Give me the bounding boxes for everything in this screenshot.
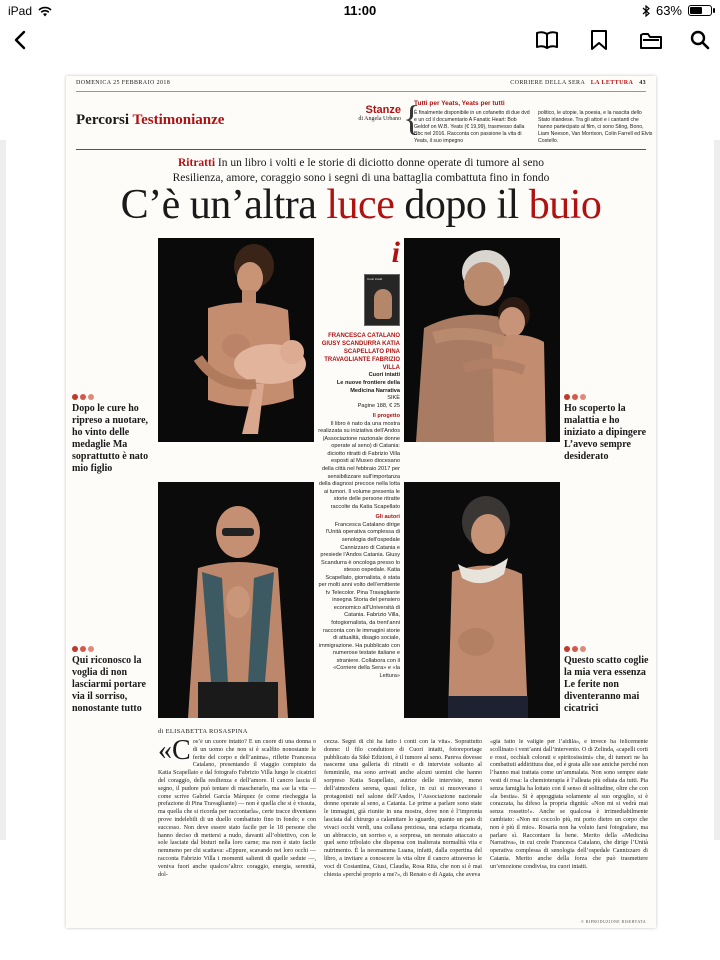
status-time: 11:00 — [343, 3, 377, 18]
book-cover-figure — [374, 289, 392, 319]
folder-icon — [639, 30, 663, 50]
stanze-box-columns — [414, 110, 654, 145]
headline-part3: dopo il — [404, 182, 519, 228]
book-cover — [364, 274, 400, 326]
back-button[interactable] — [6, 26, 34, 54]
caption-dots — [564, 646, 650, 652]
ipad-label: iPad — [8, 4, 33, 18]
runhead-paper: CORRIERE DELLA SERA — [510, 80, 585, 86]
stanze-box-col1: È finalmente disponibile in un cofanetto di due dvd e un cd il documentario A Fanatic Heart: Bob Geldof on W.B. Yeats (€ 19,99), trasmesso dalla Bbc nel 2016. Racconta con passione la vita di Yeats, il suo impegno — [414, 109, 530, 144]
bookmark-icon — [590, 29, 608, 51]
caption-bottom-right — [564, 646, 650, 715]
caption-text: Questo scatto coglie la mia vera essenza Le ferite non diventeranno mai cicatrici — [564, 655, 649, 714]
battery-icon — [688, 5, 712, 16]
article-byline: di ELISABETTA ROSASPINA — [158, 728, 248, 735]
search-button[interactable] — [686, 26, 714, 54]
previous-page-edge[interactable] — [0, 140, 6, 840]
kicker-label: Ritratti — [178, 157, 216, 169]
stanze-box-title: Tutti per Yeats, Yeats per tutti — [414, 100, 505, 107]
running-header — [76, 80, 646, 92]
autori-text: Francesca Catalano dirige l’Unità operativa complessa di senologia dell’ospedale Cannizzaro di Catania e presiede l’Andos Catania. Giusy Scandurra è oncologa presso lo stesso ospedale. Katia Scapellato, giornalista, è stata per molti anni volto dell’emittente tv Telecolor. Pina Travagliante insegna Storia del pensiero economico all’Università di Catania. Fabrizio Villa, fotogiornalista, da trent’anni racconta con le immagini storie di attualità, disagio sociale, immigrazione. Ha pubblicato con numerose testate italiane e straniere. Collabora con il «Corriere della Sera» e «la Lettura» — [318, 521, 400, 679]
kicker-line1 — [66, 156, 656, 171]
search-icon — [690, 30, 710, 50]
copyright-footer: © RIPRODUZIONE RISERVATA — [580, 919, 646, 924]
bluetooth-icon — [642, 5, 650, 17]
book-pages-price: Pagine 188, € 25 — [357, 402, 400, 409]
caption-text: Qui riconosco la voglia di non lasciarmi portare via il sorriso, nonostante tutto — [72, 655, 146, 714]
runhead-page-number: 43 — [639, 80, 646, 86]
headline-part2: luce — [326, 182, 395, 228]
body-column-2 — [324, 739, 482, 921]
status-bar — [0, 0, 720, 22]
chevron-left-icon — [13, 30, 27, 50]
progetto-text: Il libro è nato da una mostra realizzata su iniziativa dell’Andos (Associazione nazionale donne operate al seno) di Catania: diciotto ritratti di Fabrizio Villa esposti al Museo diocesano della città nel febbraio 2017 per sensibilizzare sull’importanza della diagnosi precoce nella lotta ai tumori. Il volume presenta le storie delle persone ritratte raccolte da Katia Scapellato — [318, 420, 400, 510]
body-column-3 — [490, 739, 648, 921]
info-marker: i — [391, 236, 400, 269]
book-open-icon — [535, 30, 559, 50]
section-title-part1: Percorsi — [76, 112, 130, 128]
headline-part1: C’è un’altra — [120, 182, 317, 228]
reader-toolbar — [0, 22, 720, 58]
book-subtitle: Le nuove frontiere della Medicina Narrativa — [336, 380, 400, 394]
caption-dots — [564, 394, 650, 400]
stanze-label — [321, 104, 401, 122]
newspaper-page[interactable] — [66, 76, 656, 928]
bookmark-button[interactable] — [585, 26, 613, 54]
next-page-edge[interactable] — [714, 140, 720, 840]
archive-button[interactable] — [637, 26, 665, 54]
section-title-part2: Testimonianze — [132, 112, 225, 128]
status-right — [642, 3, 712, 18]
book-title: Cuori intatti — [368, 372, 400, 379]
book-authors: FRANCESCA CATALANO GIUSY SCANDURRA KATIA SCAPELLATO PINA TRAVAGLIANTE FABRIZIO VILLA — [321, 333, 400, 372]
stanze-byline: di Angela Urbano — [358, 116, 401, 122]
progetto-heading: Il progetto — [372, 413, 400, 420]
body-col1-text: os’è un cuore intatto? È un cuore di una donna o di un uomo che non si è scalfito nonostante le ferite del corpo e dell’anima», riflette Francesca Catalano, presentando il viaggio compiuto da Katia Scapellato e dal fotografo Fabrizio Villa lungo le cicatrici del coraggio, della resilienza e dell’amore. Il cancro lascia il segno, il pudore può tentare di mascherarlo, ma «se la vita — come scrive Gabriel García Márquez (e come riecheggia la prefazione di Pina Travagliante) — non è quella che si è vissuta, ma quella che si ricorda per raccontarla», certe tracce diventano prove indelebili di un duello combattuto fino in fondo; e con successo. Non deve essere stato facile per le 18 persone che hanno deciso di mettersi a nudo, davanti all’obiettivo, con le sole lasciate dal bisturi nella loro carne; ma non è stato facile nemmeno per chi scattava: «Eppure, scavando nei loro occhi — racconta Fabrizio Villa i momenti salienti di quelle sedute —, veniva fuori anche qualcos’altro: coraggio, energia, serenità, dol- — [158, 739, 316, 878]
runhead-right — [506, 80, 646, 91]
caption-text: Ho scoperto la malattia e ho iniziato a dipingere L’avevo sempre desiderato — [564, 403, 647, 462]
section-title — [76, 112, 224, 129]
runhead-brand: LA LETTURA — [590, 80, 634, 86]
caption-top-left — [72, 394, 154, 475]
body-col3-text: «già fatto le valigie per l’aldilà», e invece ha felicemente scollinato i vent’anni dall’intervento. O di Zelinda, «capelli corti e rossi, occhiali colorati e spiritosissimi» che, di tumori ne ha combattuti addirittura due, ed è grata alle sue amiche perché non l’hanno mai trattata come un’ammalata. Non sono sempre state vesti di rosa: la chemioterapia è l’alleata più odiata da tutti. Pia senza famiglia ha lottato con il senso di solitudine, oltre che con «la bestia». Si è appoggiata solamente al suo orgoglio, si è corazzata, ha difeso la propria dignità: «Non mi si vedrà mai senza rossetto!». Anche se qualcosa è irrimediabilmente cambiato: «Non mi coccolo più, mi porto dietro un corpo che non è più il mio». Rosaria non ha voluto farsi fotografare, ma parlare sì. Raccontare fa bene. Merito della «Medicina Narrativa», in cui crede Francesca Catalano, che dirige l’Unità operativa complessa di senologia dell’ospedale Cannizzaro di Catania. Merito anche della forza che può trasmettere un’emozione condivisa, tra cuori intatti. — [490, 739, 648, 870]
stanze-title: Stanze — [365, 104, 401, 116]
battery-fill — [690, 7, 702, 14]
stanze-brace: { — [403, 98, 421, 138]
table-of-contents-button[interactable] — [533, 26, 561, 54]
body-col2-text: cezza. Segni di chi ha fatto i conti con la vita». Soprattutto donne: il filo conduttore di Cuori intatti, fotoreportage pubblicato da Sikè Edizioni, è il tumore al seno. Pareva dovesse nascerne una galleria di ritratti e di interviste soltanto al femminile, ma sono arrivati anche alcuni uomini che hanno sorpreso Katia Scapellato, autrice delle interviste, meno dell’atmosfera serena, quasi felice, in cui si muovevano i protagonisti nel salone dell’Andos, l’Associazione nazionale donne operate al seno, a Catania. Le prime a parlare sono state le immagini, già riunite in una mostra, dove non è l’impronta lasciata dal chirurgo a calamitare lo sguardo, quanto un paio di vivaci occhi verdi, una collana preziosa, una sciarpa ricamata, un abbraccio, un sorriso e, a sorpresa, un neonato attaccato a quel seno tribolato che dispensa con inalterata normalità vita e nutrimento. È la neomamma Luana, infatti, dalla copertina del libro, a invitare a conoscere la vita oltre il cancro attraverso le voci di Costantina, Giusi, Claudia, Rosa Rita, che non si è mai chiesta «perché proprio a me?», di Renato e di Agata, che aveva — [324, 739, 482, 878]
article-body — [158, 739, 648, 921]
headline-part4: buio — [528, 182, 602, 228]
caption-top-right — [564, 394, 650, 463]
portrait-couple — [404, 238, 560, 442]
runhead-date: DOMENICA 25 FEBBRAIO 2018 — [76, 80, 171, 86]
caption-text: Dopo le cure ho ripreso a nuotare, ho vinto delle medaglie Ma soprattutto è nato mio figlio — [72, 403, 149, 474]
portrait-smiling-woman — [158, 482, 314, 718]
caption-dots — [72, 394, 154, 400]
book-info-column — [318, 238, 400, 680]
caption-dots — [72, 646, 154, 652]
drop-cap: «C — [158, 739, 191, 766]
stanze-box-col2: politico, le utopie, la poesia, e la nascita dello Stato irlandese. Tra gli attori e i cantanti che hanno partecipato al film, ci sono Sting, Bono, Liam Neeson, Van Morrison, Colin Farrell ed Elvis Costello. — [538, 109, 653, 144]
portrait-woman-white-scarf — [404, 482, 560, 718]
section-row — [76, 98, 653, 150]
book-publisher: SIKÈ — [387, 395, 400, 402]
stanze-box — [414, 100, 654, 145]
headline — [66, 182, 656, 228]
portrait-mother-baby — [158, 238, 314, 442]
caption-bottom-left — [72, 646, 154, 715]
kicker-text1: In un libro i volti e le storie di diciotto donne operate di tumore al seno — [217, 157, 544, 169]
kicker-line2: Resilienza, amore, coraggio sono i segni di una battaglia combattuta fino in fondo — [172, 171, 550, 184]
autori-heading: Gli autori — [375, 514, 400, 521]
book-cover-title: Cuori intatti — [367, 277, 383, 281]
battery-percent: 63% — [655, 3, 682, 18]
body-column-1 — [158, 739, 316, 921]
